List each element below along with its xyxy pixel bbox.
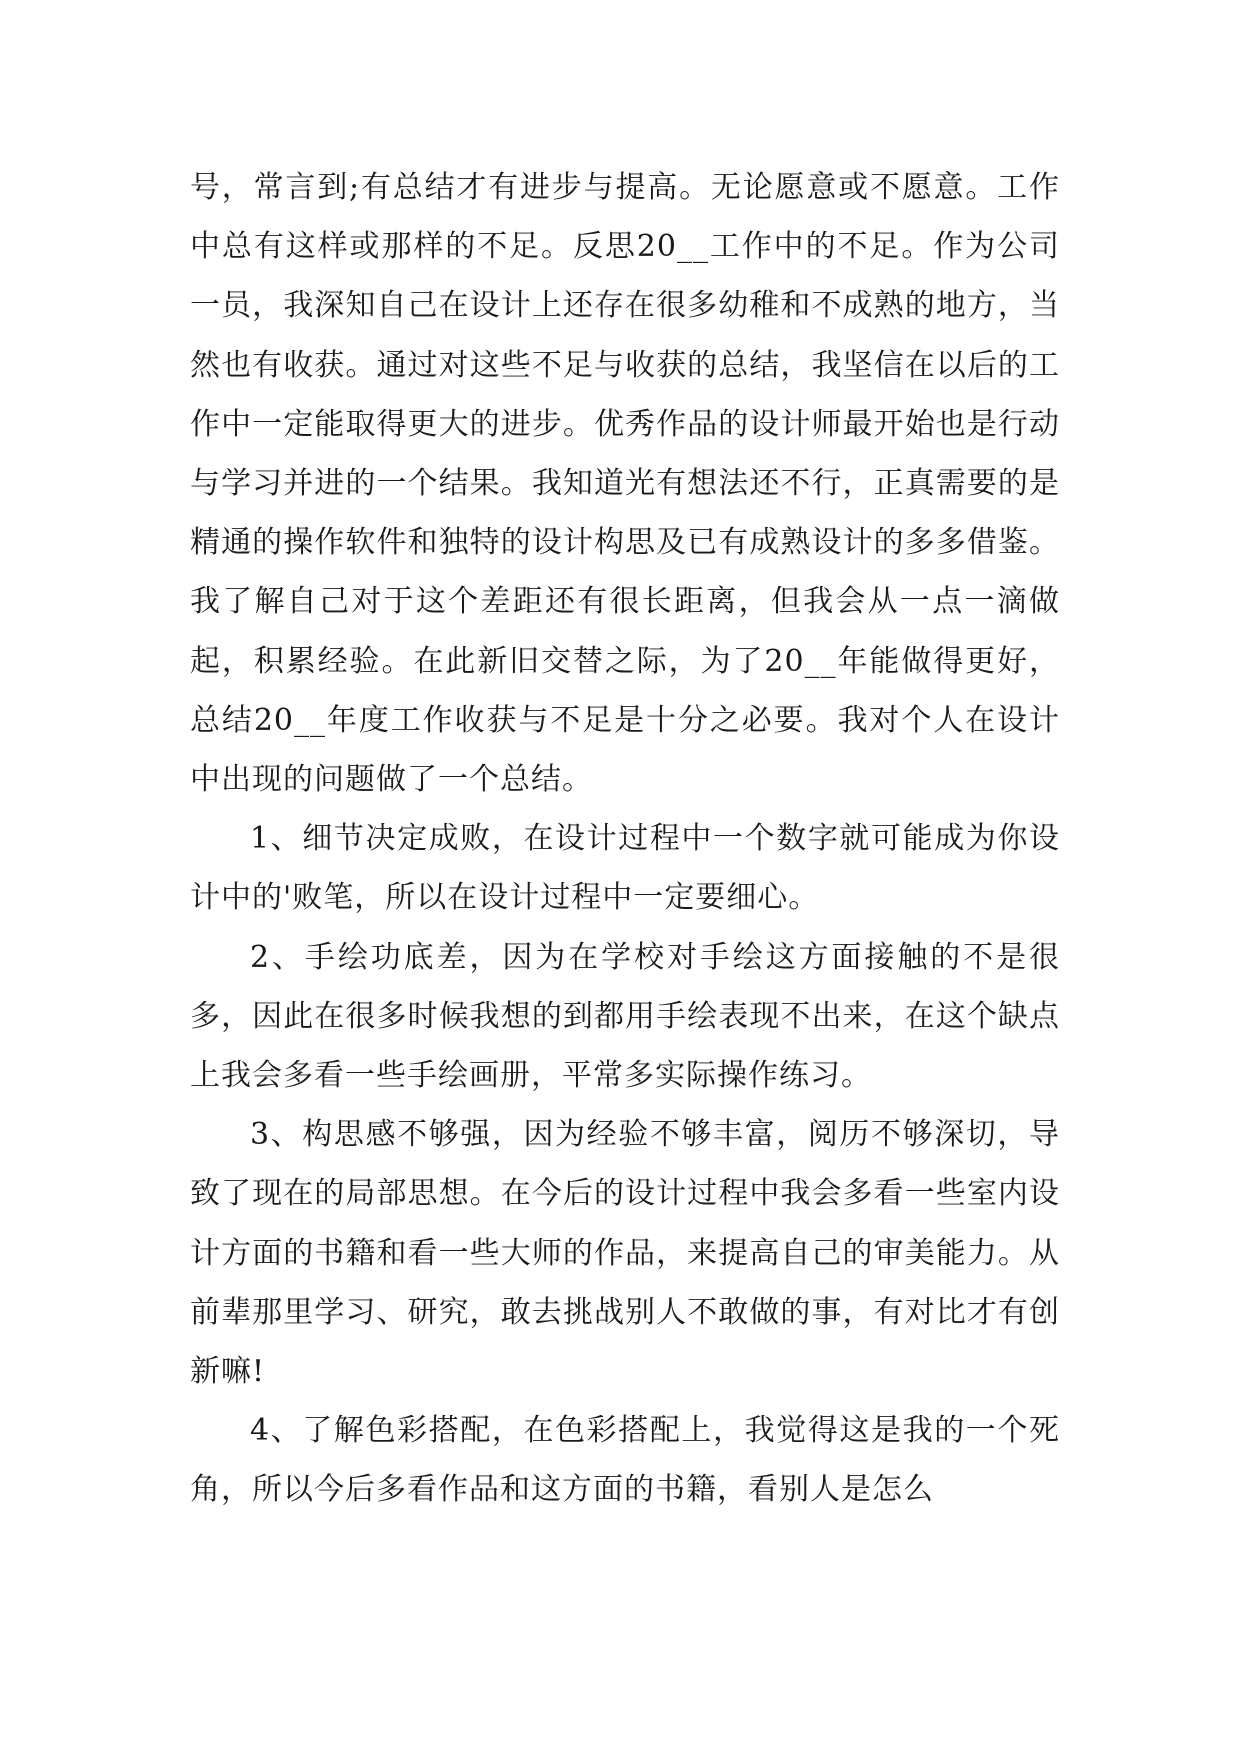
document-body (190, 158, 1060, 1520)
paragraph-intro: 号，常言到;有总结才有进步与提高。无论愿意或不愿意。工作中总有这样或那样的不足。反思20__工作中的不足。作为公司一员，我深知自己在设计上还存在很多幼稚和不成熟的地方，当然也有收获。通过对这些不足与收获的总结，我坚信在以后的工作中一定能取得更大的进步。优秀作品的设计师最开始也是行动与学习并进的一个结果。我知道光有想法还不行，正真需要的是精通的操作软件和独特的设计构思及已有成熟设计的多多借鉴。我了解自己对于这个差距还有很长距离，但我会从一点一滴做起，积累经验。在此新旧交替之际，为了20__年能做得更好，总结20__年度工作收获与不足是十分之必要。我对个人在设计中出现的问题做了一个总结。 (190, 170, 1060, 798)
paragraph-point-1: 1、细节决定成败，在设计过程中一个数字就可能成为你设计中的'败笔，所以在设计过程中一定要细心。 (190, 821, 1060, 916)
paragraph-point-2: 2、手绘功底差，因为在学校对手绘这方面接触的不是很多，因此在很多时候我想的到都用手绘表现不出来，在这个缺点上我会多看一些手绘画册，平常多实际操作练习。 (190, 939, 1060, 1094)
paragraph-point-3: 3、构思感不够强，因为经验不够丰富，阅历不够深切，导致了现在的局部思想。在今后的设计过程中我会多看一些室内设计方面的书籍和看一些大师的作品，来提高自己的审美能力。从前辈那里学习、研究，敢去挑战别人不敢做的事，有对比才有创新嘛! (190, 1117, 1060, 1390)
paragraph-point-4: 4、了解色彩搭配，在色彩搭配上，我觉得这是我的一个死角，所以今后多看作品和这方面的书籍，看别人是怎么 (190, 1413, 1060, 1508)
